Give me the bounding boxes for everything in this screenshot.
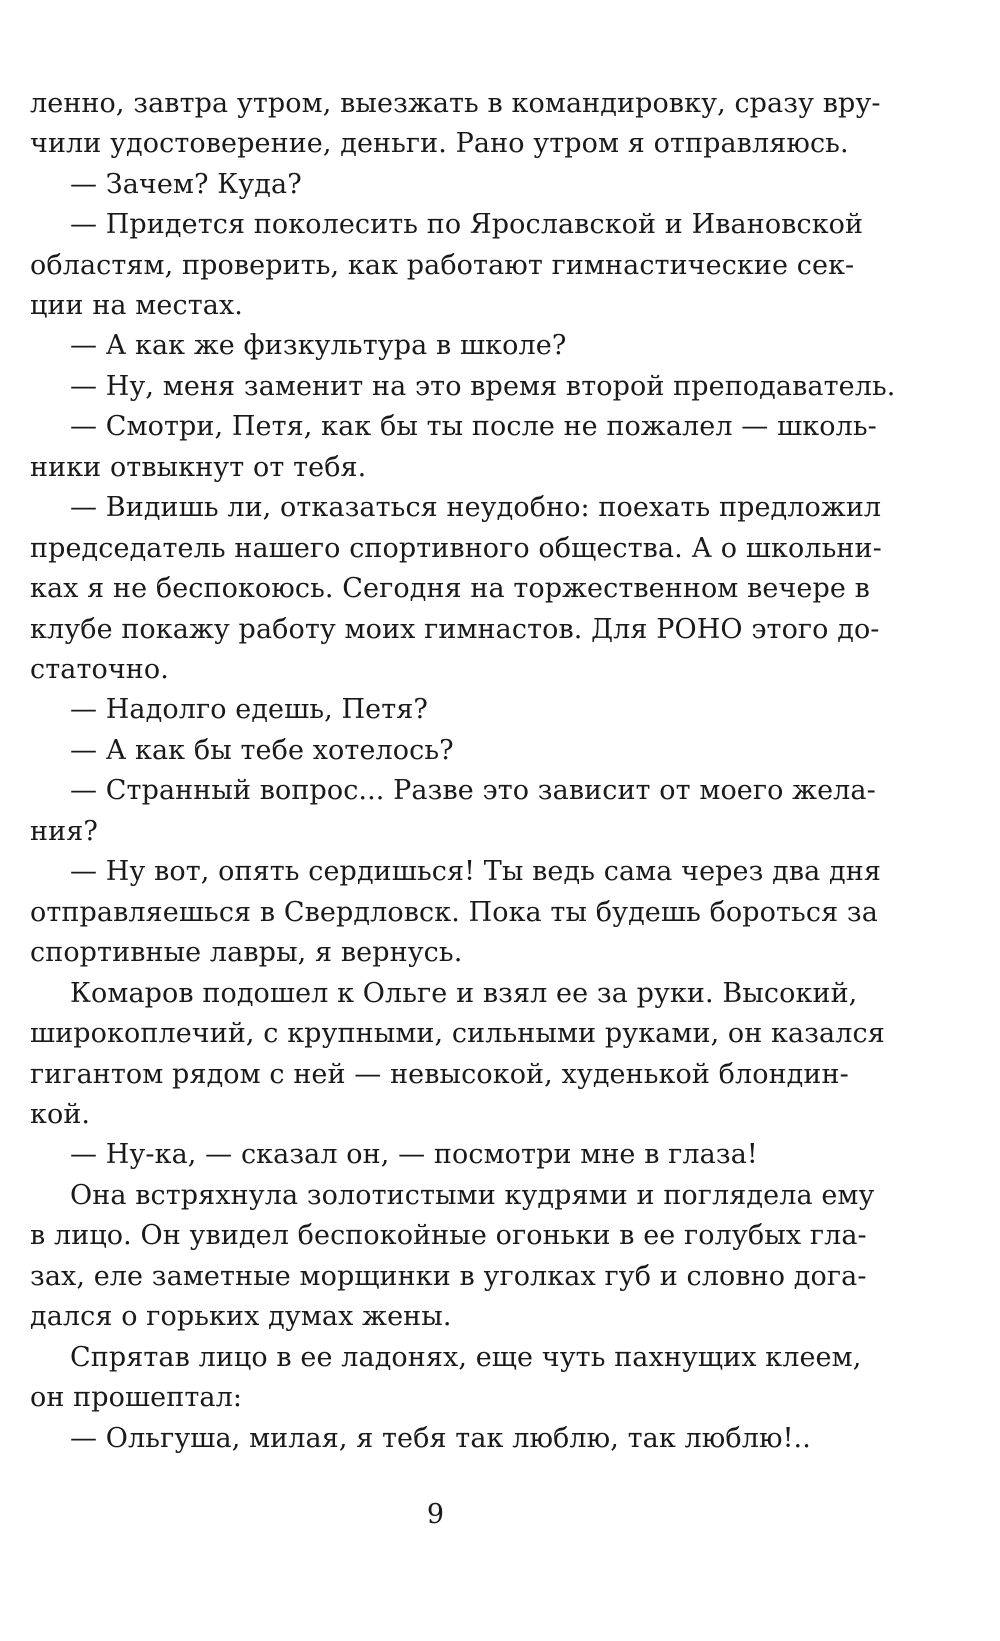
text-line: — Смотри, Петя, как бы ты после не пожалел — школь- xyxy=(70,411,877,442)
text-line: — Ольгуша, милая, я тебя так люблю, так люблю!.. xyxy=(70,1423,811,1454)
text-line: в лицо. Он увидел беспокойные огоньки в ее голубых гла- xyxy=(30,1220,867,1251)
text-line: ния? xyxy=(30,816,98,847)
text-line: — А как же физкультура в школе? xyxy=(70,330,567,361)
text-line: — Странный вопрос... Разве это зависит от моего жела- xyxy=(70,775,876,806)
text-line: ленно, завтра утром, выезжать в командировку, сразу вру- xyxy=(30,88,881,119)
text-line: клубе покажу работу моих гимнастов. Для РОНО этого до- xyxy=(30,614,880,645)
text-line: он прошептал: xyxy=(30,1382,243,1413)
text-line: ках я не беспокоюсь. Сегодня на торжественном вечере в xyxy=(30,573,870,604)
text-line: — Ну, меня заменит на это время второй преподаватель. xyxy=(70,371,896,402)
page-number: 9 xyxy=(426,1499,445,1530)
text-line: — Придется поколесить по Ярославской и Ивановской xyxy=(70,209,864,240)
text-line: Спрятав лицо в ее ладонях, еще чуть пахнущих клеем, xyxy=(70,1342,862,1373)
text-line: дался о горьких думах жены. xyxy=(30,1301,452,1332)
text-line: отправляешься в Свердловск. Пока ты будешь бороться за xyxy=(30,897,878,928)
text-line: областям, проверить, как работают гимнастические сек- xyxy=(30,250,855,281)
text-line: зах, еле заметные морщинки в уголках губ и словно дога- xyxy=(30,1261,867,1292)
text-line: кой. xyxy=(30,1099,91,1130)
text-line: Она встряхнула золотистыми кудрями и поглядела ему xyxy=(70,1180,875,1211)
text-line: — Надолго едешь, Петя? xyxy=(70,694,428,725)
text-line: ции на местах. xyxy=(30,290,243,321)
text-line: спортивные лавры, я вернусь. xyxy=(30,937,463,968)
text-line: ники отвыкнут от тебя. xyxy=(30,452,367,483)
text-line: гигантом рядом с ней — невысокой, худенькой блондин- xyxy=(30,1059,849,1090)
text-line: — Видишь ли, отказаться неудобно: поехать предложил xyxy=(70,492,882,523)
text-line: — Зачем? Куда? xyxy=(70,169,302,200)
text-line: широкоплечий, с крупными, сильными руками, он казался xyxy=(30,1018,885,1049)
text-line: — А как бы тебе хотелось? xyxy=(70,735,454,766)
text-line: статочно. xyxy=(30,654,169,685)
text-line: — Ну вот, опять сердишься! Ты ведь сама через два дня xyxy=(70,856,881,887)
text-line: — Ну-ка, — сказал он, — посмотри мне в глаза! xyxy=(70,1139,758,1170)
text-line: Комаров подошел к Ольге и взял ее за руки. Высокий, xyxy=(70,978,858,1009)
text-line: чили удостоверение, деньги. Рано утром я отправляюсь. xyxy=(30,128,849,159)
text-line: председатель нашего спортивного общества. А о школьни- xyxy=(30,533,882,564)
